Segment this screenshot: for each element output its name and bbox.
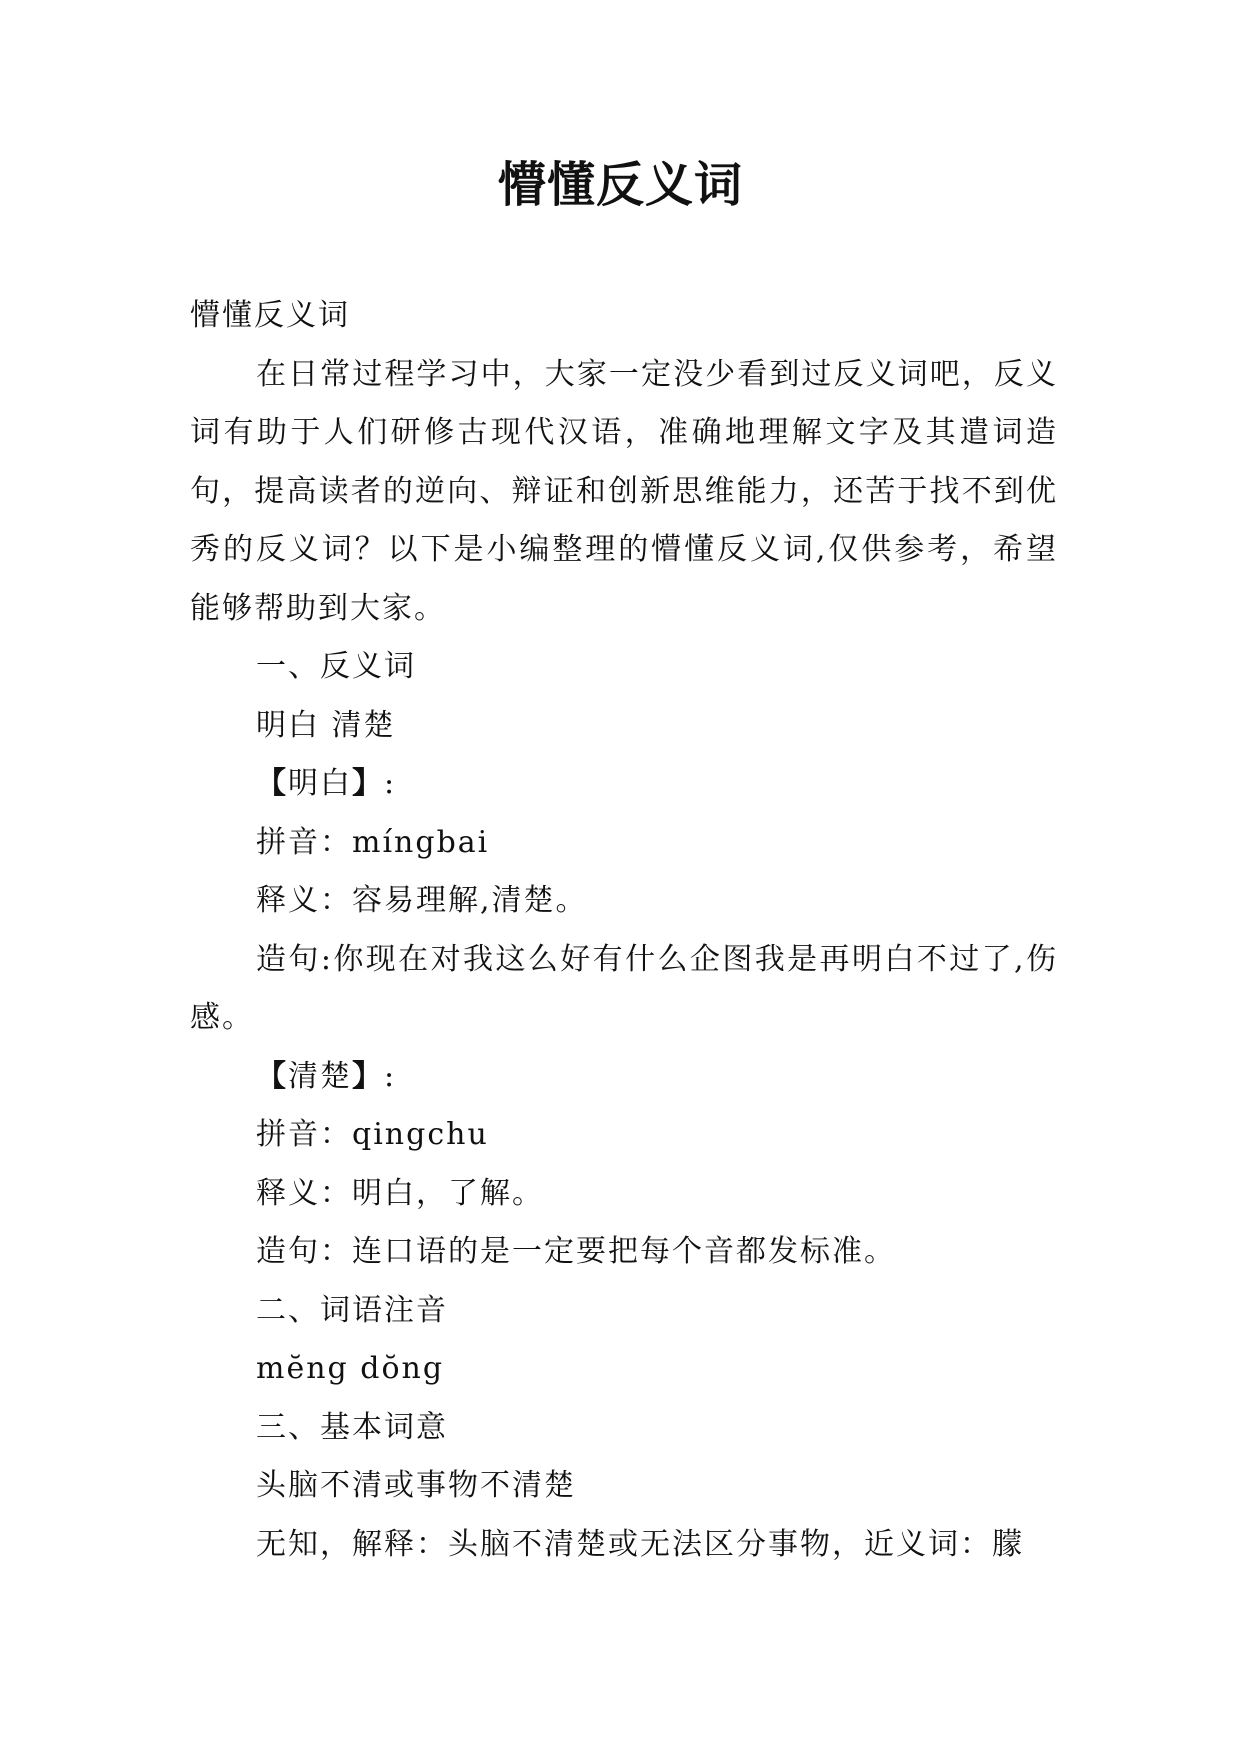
document-body	[190, 287, 1058, 1574]
entry1-colon: :	[384, 766, 397, 801]
entry2-pinyin: 拼音：qingchu	[256, 1117, 489, 1152]
section2-heading: 二、词语注音	[256, 1292, 448, 1328]
entry2-meaning: 释义：明白，了解。	[256, 1175, 544, 1211]
antonyms-line: 明白 清楚	[256, 707, 396, 743]
last-line: 无知，解释：头脑不清楚或无法区分事物，近义词：朦	[256, 1526, 1024, 1562]
basic-meaning-line: 头脑不清或事物不清楚	[256, 1468, 576, 1503]
entry2-example: 造句：连口语的是一定要把每个音都发标准。	[256, 1234, 896, 1269]
entry1-word: 明白	[288, 766, 352, 801]
entry1-meaning: 释义：容易理解,清楚。	[256, 883, 588, 918]
section3-heading: 三、基本词意	[256, 1409, 448, 1445]
bracket-open: 【	[256, 766, 288, 801]
bracket-close: 】	[352, 1058, 384, 1094]
entry1-example: 造句:你现在对我这么好有什么企图我是再明白不过了,伤感。	[190, 941, 1058, 1035]
intro-paragraph: 在日常过程学习中，大家一定没少看到过反义词吧，反义词有助于人们研修古现代汉语，准确地理解文字及其遣词造句，提高读者的逆向、辩证和创新思维能力，还苦于找不到优秀的反义词？以下是小编整理的懵懂反义词,仅供参考，希望能够帮助到大家。	[190, 356, 1058, 626]
entry2-word: 清楚	[288, 1058, 352, 1094]
entry2-heading	[190, 1048, 1058, 1107]
subtitle: 懵懂反义词	[190, 298, 350, 333]
document-title: 懵懂反义词	[497, 157, 743, 213]
bracket-open: 【	[256, 1058, 288, 1094]
bracket-close: 】	[352, 766, 384, 801]
entry2-colon: :	[384, 1058, 397, 1094]
entry1-heading	[190, 755, 1058, 814]
section1-heading: 一、反义词	[256, 649, 416, 684]
phonetic-line: mĕng dŏng	[256, 1351, 445, 1386]
entry1-pinyin: 拼音：míngbai	[256, 824, 490, 860]
